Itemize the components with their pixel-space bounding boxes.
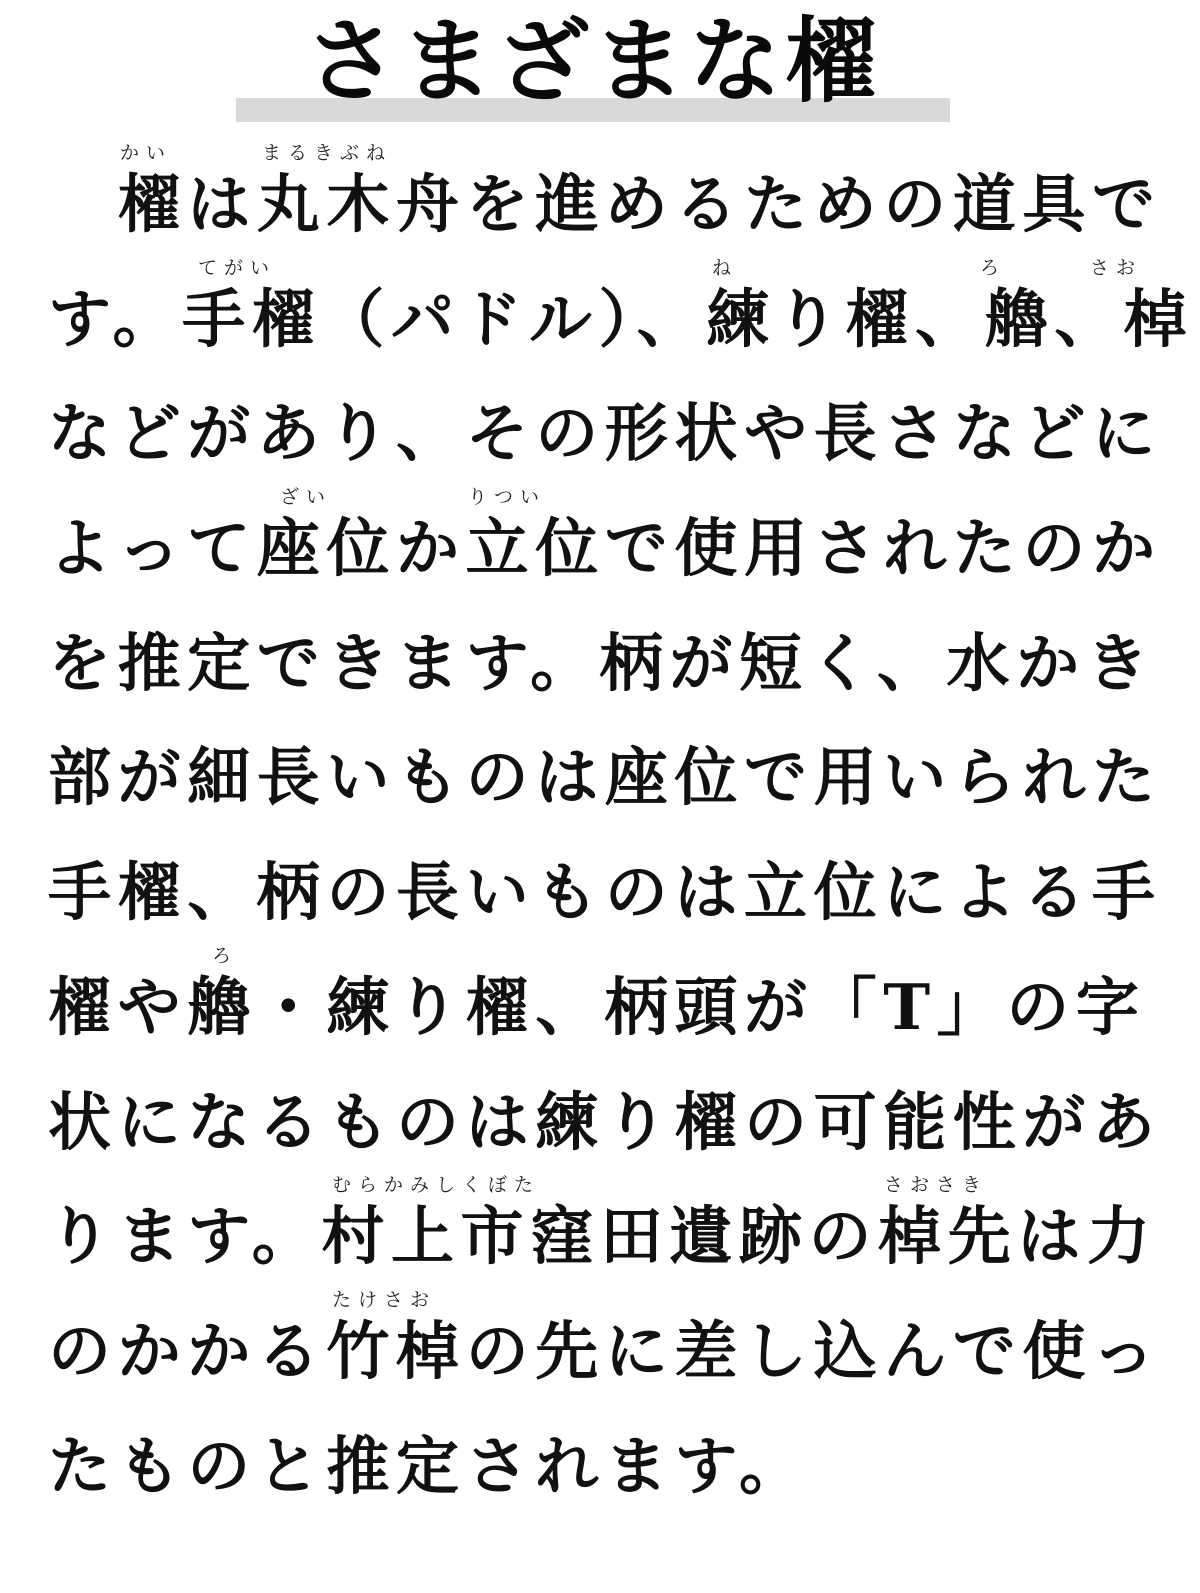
text-line-7 <box>48 816 1162 931</box>
furigana: たけさお <box>332 1288 437 1311</box>
text-line-3 <box>48 357 1162 472</box>
furigana: さお <box>1090 256 1143 279</box>
text-line-12 <box>48 1390 1152 1505</box>
text-line-2 <box>48 243 1194 358</box>
text-line-1 <box>48 128 1162 243</box>
line-text: を推定できます。柄が短く、水かき <box>48 625 1156 700</box>
furigana: ろ <box>980 256 1007 279</box>
line-text: 手櫂、柄の長いものは立位による手 <box>48 855 1162 930</box>
text-line-10 <box>48 1160 1157 1275</box>
furigana: りつい <box>468 486 547 509</box>
furigana: ろ <box>212 944 239 967</box>
text-line-8 <box>48 931 1152 1046</box>
line-text: などがあり、その形状や長さなどに <box>48 396 1162 471</box>
furigana: ね <box>712 256 739 279</box>
line-text: たものと推定されます。 <box>48 1428 809 1503</box>
text-line-9 <box>48 1046 1162 1161</box>
text-line-11 <box>48 1275 1162 1390</box>
text-line-5 <box>48 587 1156 702</box>
furigana: さおさき <box>884 1174 989 1197</box>
text-line-6 <box>48 701 1162 816</box>
furigana: ざい <box>280 486 333 509</box>
line-text: 櫂や艪・練り櫂、柄頭が「T」の字 <box>48 969 1146 1044</box>
line-text: 部が細長いものは座位で用いられた <box>48 740 1162 815</box>
title-block <box>236 6 950 122</box>
text-line-4 <box>48 472 1162 587</box>
line-text: のかかる竹棹の先に差し込んで使っ <box>48 1313 1162 1388</box>
line-text: 状になるものは練り櫂の可能性があ <box>48 1084 1162 1159</box>
body-text <box>48 128 1194 1504</box>
line-text: す。手櫂（パドル）、練り櫂、艪、棹 <box>48 281 1194 356</box>
furigana: てがい <box>198 256 277 279</box>
page-title: さまざまな櫂 <box>304 8 881 115</box>
line-text: 櫂は丸木舟を進めるための道具で <box>48 167 1162 241</box>
furigana: かい <box>120 142 173 164</box>
line-text: よって座位か立位で使用されたのか <box>48 511 1162 586</box>
furigana: むらかみしくぼた <box>332 1174 541 1197</box>
line-text: ります。村上市窪田遺跡の棹先は力 <box>48 1199 1157 1274</box>
furigana: まるきぶね <box>262 142 393 164</box>
